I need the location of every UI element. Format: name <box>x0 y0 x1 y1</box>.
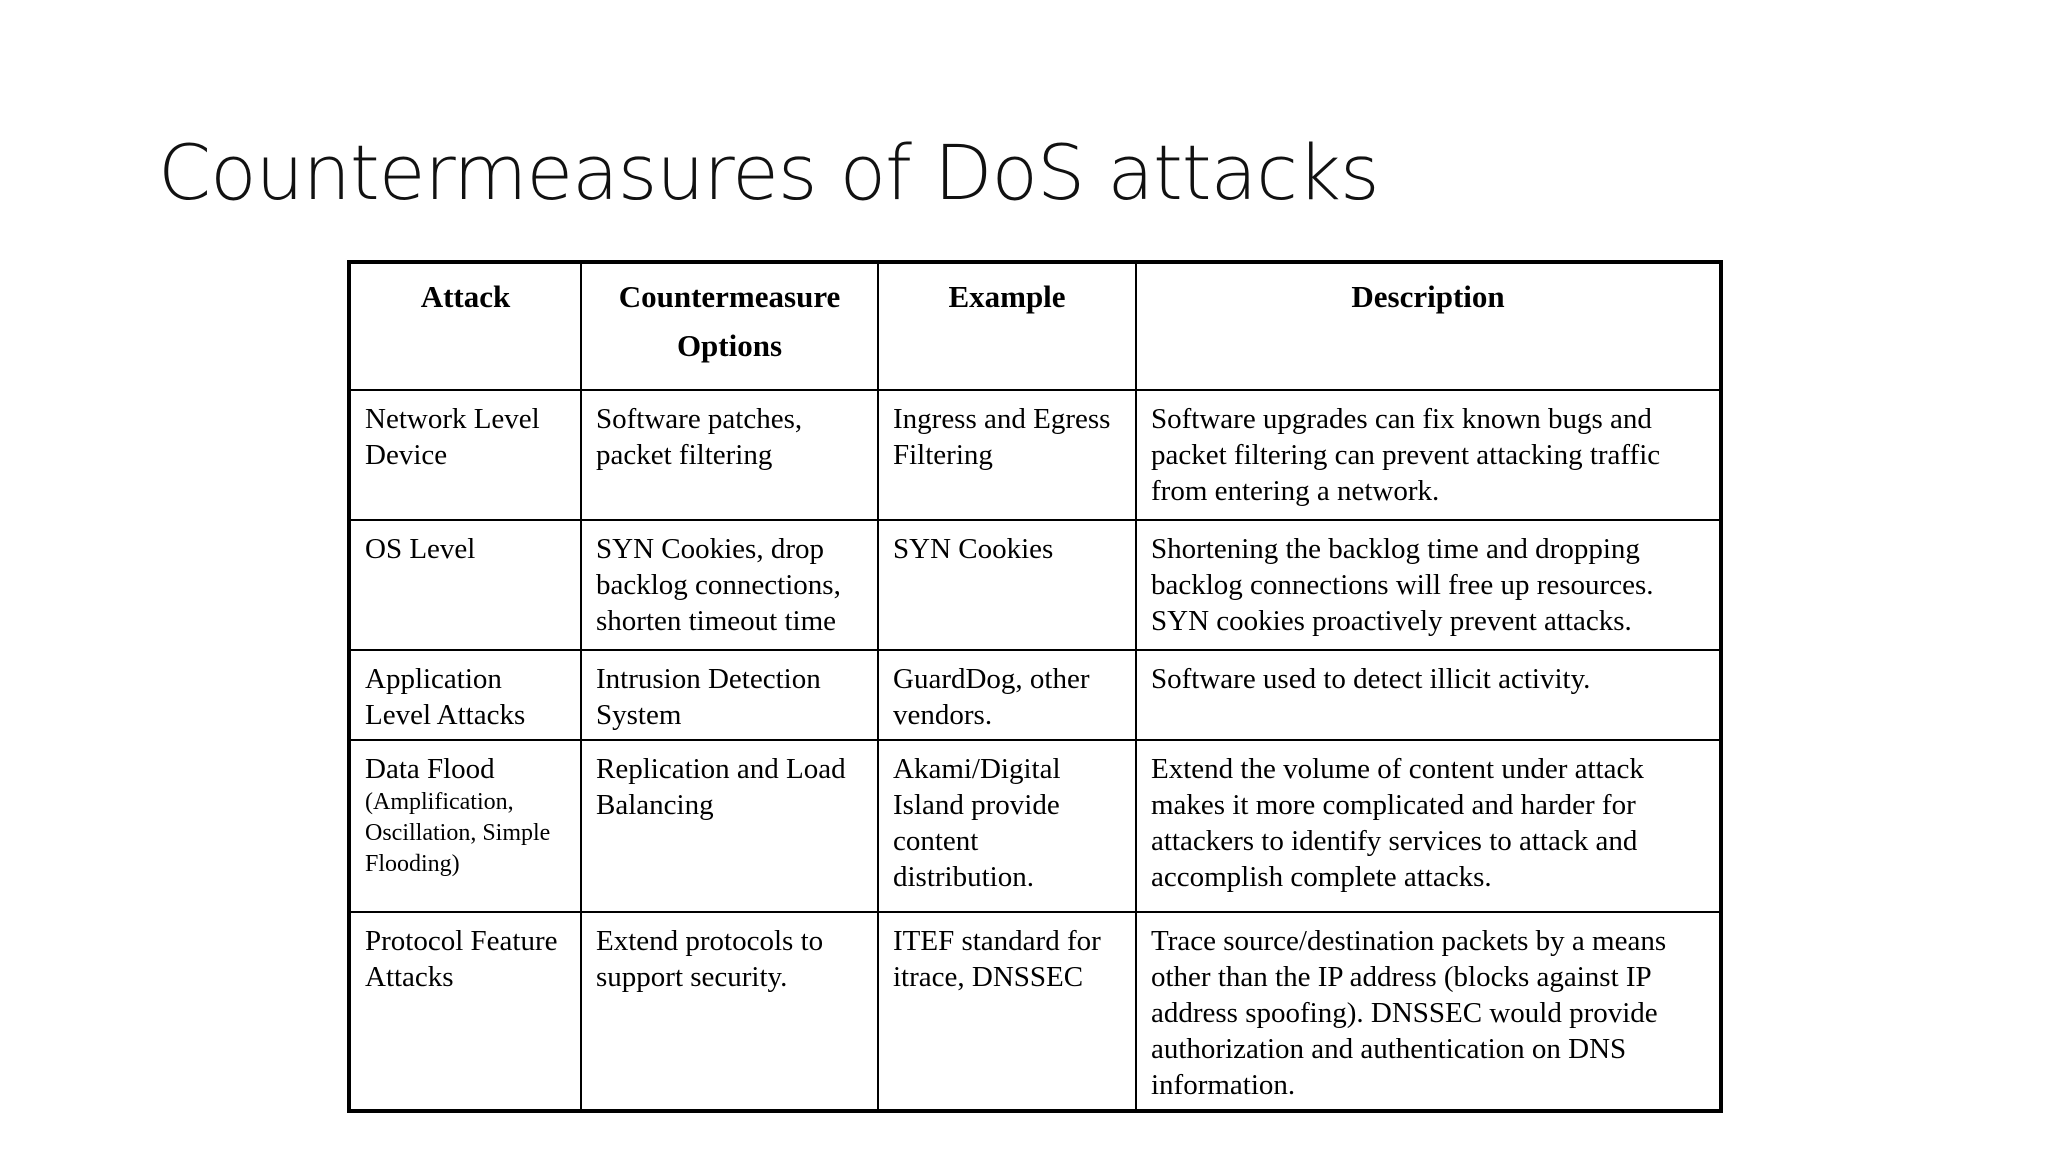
cell-countermeasure: Extend protocols to support security. <box>581 912 878 1111</box>
table-row <box>349 520 1721 650</box>
cell-attack: Protocol Feature Attacks <box>349 912 581 1111</box>
cell-example: GuardDog, other vendors. <box>878 650 1136 740</box>
countermeasures-table <box>347 260 1723 1113</box>
cell-example: Ingress and Egress Filtering <box>878 390 1136 520</box>
cell-description: Shortening the backlog time and dropping backlog connections will free up resources. SYN cookies proactively prevent attacks. <box>1136 520 1721 650</box>
cell-attack-name: Data Flood <box>365 753 495 785</box>
table-row <box>349 740 1721 912</box>
table-row <box>349 390 1721 520</box>
header-countermeasure-options: Countermeasure Options <box>581 262 878 390</box>
header-row <box>349 262 1721 390</box>
cell-countermeasure: Software patches, packet filtering <box>581 390 878 520</box>
header-example: Example <box>878 262 1136 390</box>
header-attack: Attack <box>349 262 581 390</box>
cell-example: ITEF standard for itrace, DNSSEC <box>878 912 1136 1111</box>
cell-attack: Application Level Attacks <box>349 650 581 740</box>
cell-attack-detail: (Amplification, Oscillation, Simple Flooding) <box>365 789 551 877</box>
cell-attack: OS Level <box>349 520 581 650</box>
cell-description: Software used to detect illicit activity. <box>1136 650 1721 740</box>
cell-countermeasure: SYN Cookies, drop backlog connections, shorten timeout time <box>581 520 878 650</box>
slide-title: Countermeasures of DoS attacks <box>158 128 1379 217</box>
countermeasures-table-container <box>347 260 1719 1113</box>
cell-description: Extend the volume of content under attack makes it more complicated and harder for attackers to identify services to attack and accomplish complete attacks. <box>1136 740 1721 912</box>
cell-countermeasure: Replication and Load Balancing <box>581 740 878 912</box>
header-description: Description <box>1136 262 1721 390</box>
cell-description: Software upgrades can fix known bugs and packet filtering can prevent attacking traffic from entering a network. <box>1136 390 1721 520</box>
cell-example: Akami/Digital Island provide content distribution. <box>878 740 1136 912</box>
table-body <box>349 390 1721 1111</box>
cell-example: SYN Cookies <box>878 520 1136 650</box>
table-row <box>349 650 1721 740</box>
table-header <box>349 262 1721 390</box>
cell-countermeasure: Intrusion Detection System <box>581 650 878 740</box>
cell-description: Trace source/destination packets by a means other than the IP address (blocks against IP address spoofing). DNSSEC would provide authorization and authentication on DNS information. <box>1136 912 1721 1111</box>
table-row <box>349 912 1721 1111</box>
cell-attack <box>349 740 581 912</box>
cell-attack: Network Level Device <box>349 390 581 520</box>
